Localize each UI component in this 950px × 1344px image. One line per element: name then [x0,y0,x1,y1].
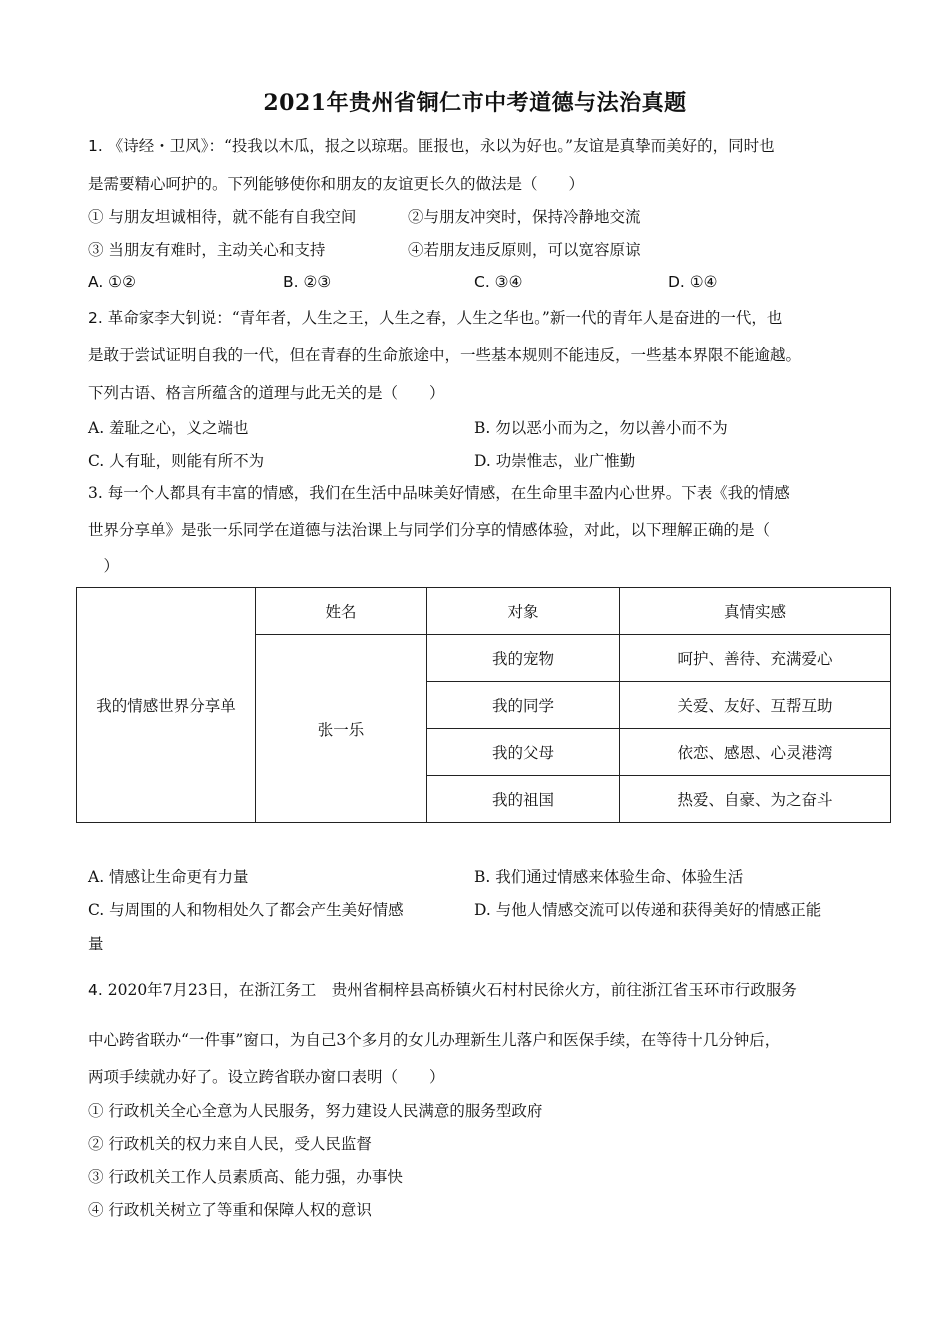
q4-stem-part3: 两项手续就办好了。设立跨省联办窗口表明（ ） [88,1068,445,1086]
q2-option-a[interactable]: A. 羞耻之心，义之端也 [88,419,249,437]
table-title-cell: 我的情感世界分享单 [77,588,256,823]
header-feelings: 真情实感 [620,588,891,635]
q4-stem-part1: 2020年7月23日，在浙江务工 贵州省桐梓县高桥镇火石村村民徐火方，前往浙江省玉环市行政服务 [107,981,797,999]
q3-option-d[interactable]: D. 与他人情感交流可以传递和获得美好的情感正能 [474,901,822,919]
q3-option-c[interactable]: C. 与周围的人和物相处久了都会产生美好情感 [88,901,404,919]
table-cell-feeling: 关爱、友好、互帮互助 [620,682,891,729]
q4-statement-3: ③ 行政机关工作人员素质高、能力强，办事快 [88,1168,403,1186]
q1-stem-part2: 是需要精心呵护的。下列能够使你和朋友的友谊更长久的做法是（ ） [88,175,585,193]
q2-stem-part1: 革命家李大钊说：“青年者，人生之王，人生之春，人生之华也。”新一代的青年人是奋进的一代，也 [107,309,783,327]
page-title: 2021年贵州省铜仁市中考道德与法治真题 [263,90,687,116]
q2-option-b[interactable]: B. 勿以恶小而为之，勿以善小而不为 [474,419,728,437]
q2-line1 [88,308,782,328]
q3-option-b[interactable]: B. 我们通过情感来体验生命、体验生活 [474,868,744,886]
q1-stem-part1: 《诗经・卫风》：“投我以木瓜，报之以琼琚。匪报也，永以为好也。”友谊是真挚而美好的，同时也 [107,137,775,155]
table-cell-object: 我的同学 [427,682,620,729]
q1-statement-2: ②与朋友冲突时，保持冷静地交流 [408,208,641,226]
q1-option-a[interactable]: A. ①② [88,273,136,291]
q4-stem-part2: 中心跨省联办“一件事”窗口，为自己3个多月的女儿办理新生儿落户和医保手续，在等待十几分钟后， [88,1031,781,1049]
q1-option-c[interactable]: C. ③④ [474,273,523,291]
q1-statement-1: ① 与朋友坦诚相待，就不能有自我空间 [88,208,357,226]
q2-stem-part3: 下列古语、格言所蕴含的道理与此无关的是（ ） [88,384,445,402]
q4-statement-2: ② 行政机关的权力来自人民，受人民监督 [88,1135,372,1153]
table-cell-feeling: 热爱、自豪、为之奋斗 [620,776,891,823]
header-name: 姓名 [256,588,427,635]
q2-stem-part2: 是敢于尝试证明自我的一代，但在青春的生命旅途中，一些基本规则不能违反，一些基本界限不能逾越。 [88,346,802,364]
q3-stem-part2: 世界分享单》是张一乐同学在道德与法治课上与同学们分享的情感体验，对此，以下理解正确的是（ [88,521,771,539]
q1-option-d[interactable]: D. ①④ [668,273,718,291]
q2-option-c[interactable]: C. 人有耻，则能有所不为 [88,452,265,470]
student-name-cell: 张一乐 [256,635,427,823]
q1-line1 [88,136,775,156]
header-object: 对象 [427,588,620,635]
q3-option-a[interactable]: A. 情感让生命更有力量 [88,868,249,886]
table-cell-object: 我的宠物 [427,635,620,682]
table-cell-feeling: 依恋、感恩、心灵港湾 [620,729,891,776]
q1-number: 1. [88,137,103,155]
table-cell-feeling: 呵护、善待、充满爱心 [620,635,891,682]
q3-stem-part3: ） [88,557,120,575]
table-cell-object: 我的父母 [427,729,620,776]
q1-statement-4: ④若朋友违反原则，可以宽容原谅 [408,241,641,259]
q2-option-d[interactable]: D. 功崇惟志，业广惟勤 [474,452,636,470]
table-cell-object: 我的祖国 [427,776,620,823]
q1-statement-3: ③ 当朋友有难时，主动关心和支持 [88,241,326,259]
q4-line1 [88,980,797,1000]
emotion-share-table [76,587,891,823]
q2-number: 2. [88,309,103,327]
q4-number: 4. [88,981,103,999]
q1-option-b[interactable]: B. ②③ [283,273,332,291]
q3-stem-part1: 3. 每一个人都具有丰富的情感，我们在生活中品味美好情感，在生命里丰盈内心世界。下表《我的情感 [88,484,790,502]
q3-option-d-wrap: 量 [88,935,104,953]
q4-statement-1: ① 行政机关全心全意为人民服务，努力建设人民满意的服务型政府 [88,1102,543,1120]
q4-statement-4: ④ 行政机关树立了等重和保障人权的意识 [88,1201,372,1219]
